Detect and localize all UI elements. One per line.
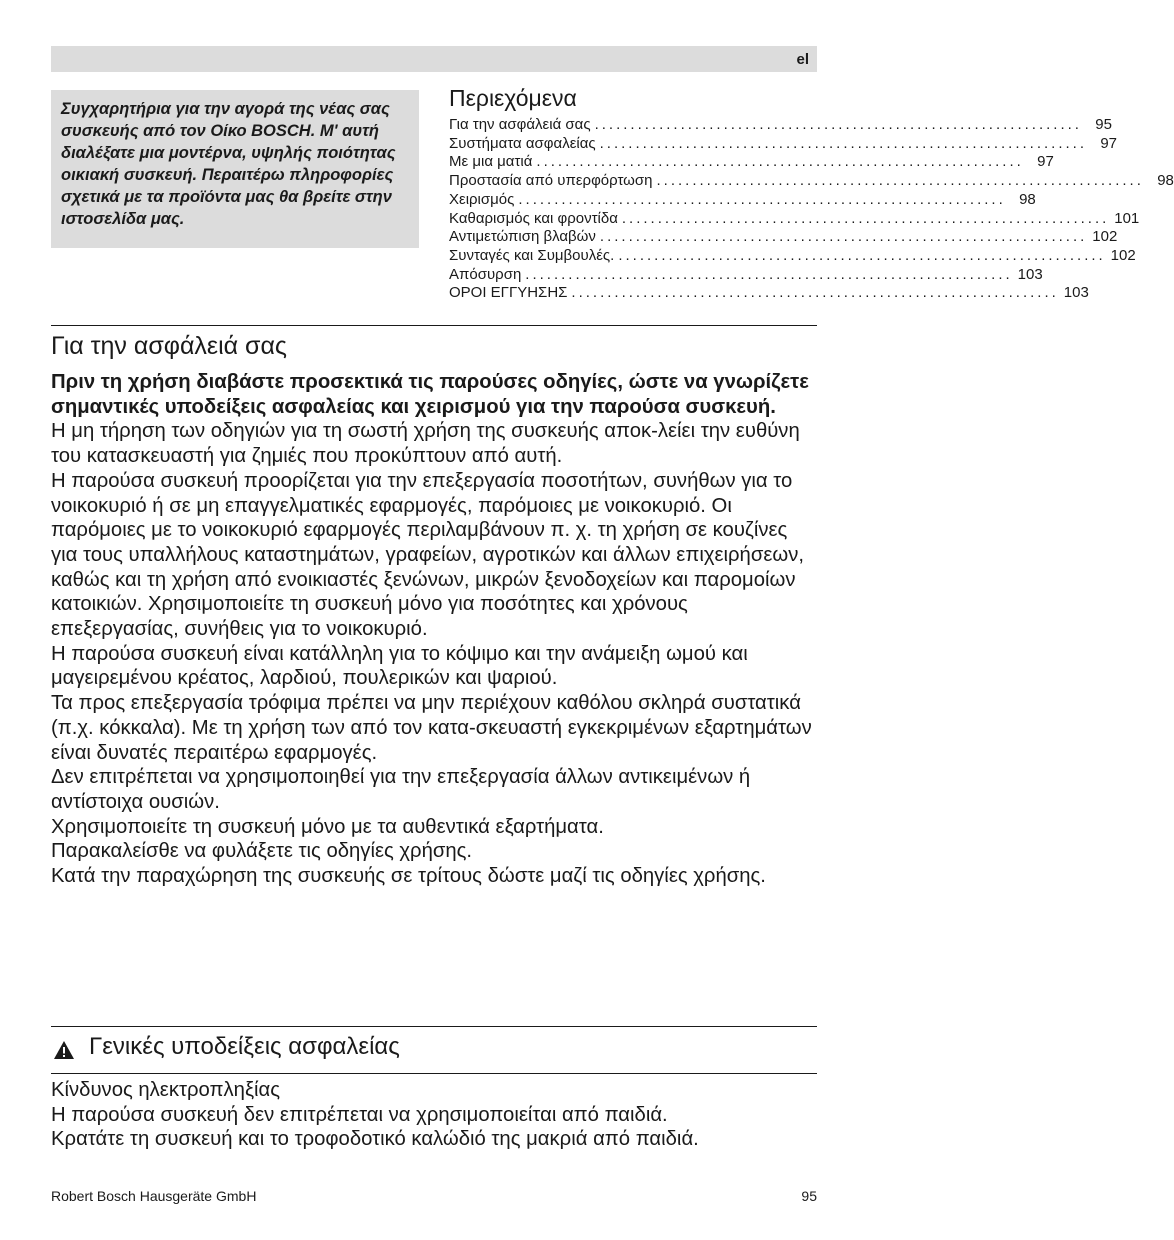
safety-section bbox=[51, 330, 817, 889]
toc-item[interactable] bbox=[449, 190, 1036, 210]
toc-leader-dots: .................................................................... bbox=[656, 172, 1144, 190]
footer-page-number: 95 bbox=[801, 1188, 817, 1204]
toc-item-page: 97 bbox=[1100, 134, 1118, 152]
general-safety-title: Γενικές υποδείξεις ασφαλείας bbox=[89, 1033, 400, 1060]
section-divider bbox=[51, 1026, 817, 1027]
language-bar bbox=[51, 46, 817, 72]
toc-item-label: Απόσυρση bbox=[449, 265, 522, 283]
toc-item-page: 101 bbox=[1114, 209, 1140, 227]
paragraph: Παρακαλείσθε να φυλάξετε τις οδηγίες χρήσης. bbox=[51, 840, 473, 863]
toc-item-label: Καθαρισμός και φροντίδα bbox=[449, 209, 618, 227]
toc-leader-dots: .................................................................... bbox=[536, 153, 1024, 171]
paragraph: Κρατάτε τη συσκευή και το τροφοδοτικό καλώδιό της μακριά από παιδιά. bbox=[51, 1128, 699, 1151]
toc-item[interactable] bbox=[449, 228, 1118, 247]
toc-item[interactable] bbox=[449, 246, 1136, 266]
toc-item-page: 102 bbox=[1110, 246, 1136, 264]
toc-leader-dots: .................................................................... bbox=[618, 246, 1106, 264]
paragraph: Δεν επιτρέπεται να χρησιμοποιηθεί για την επεξεργασία άλλων αντικειμένων ή αντίστοιχα ουσιών. bbox=[51, 766, 751, 813]
toc-item-label: Αντιμετώπιση βλαβών bbox=[449, 228, 596, 246]
toc-leader-dots: .................................................................... bbox=[599, 228, 1088, 246]
paragraph: Η παρούσα συσκευή προορίζεται για την επεξεργασία ποσοτήτων, συνήθων για το νοικοκυριό ή σε μη επαγγελματικές εφαρμογές, παρόμοιες με νοικοκυριό. Οι παρόμοιες με το νοικοκυριό εφαρμογές περιλαμβάνουν π. χ. τη χρήση σε κουζίνες για τους υπαλλήλους καταστημάτων, γραφείων, αγροτικών και άλλων επιχειρήσεων, καθώς και τη χρήση από ενοικιαστές ξενώνων, μικρών ξενοδοχείων και παρομοίων κατοικιών. Χρησιμοποιείτε τη συσκευή μόνο για ποσότητες και χρόνους επεξεργασίας, συνήθεις για το νοικοκυριό. bbox=[51, 469, 805, 641]
toc-leader-dots: .................................................................... bbox=[599, 134, 1088, 152]
toc-title: Περιεχόμενα bbox=[449, 85, 577, 111]
toc-item-page: 95 bbox=[1095, 116, 1112, 133]
section-title: Για την ασφάλειά σας bbox=[51, 332, 287, 360]
subsection-divider bbox=[51, 1073, 817, 1074]
toc-item[interactable] bbox=[449, 172, 1174, 191]
warning-triangle-icon bbox=[53, 1037, 75, 1057]
toc-item-page: 98 bbox=[1157, 172, 1174, 190]
paragraph: Χρησιμοποιείτε τη συσκευή μόνο με τα αυθεντικά εξαρτήματα. bbox=[51, 815, 604, 838]
toc-leader-dots: .................................................................... bbox=[621, 209, 1110, 227]
toc-item-label: ΟΡΟΙ ΕΓΓΥΗΣΗΣ bbox=[449, 284, 568, 302]
general-safety-heading bbox=[51, 1031, 817, 1063]
toc-item-page: 102 bbox=[1092, 228, 1118, 246]
toc-item[interactable] bbox=[449, 284, 1089, 303]
toc-item-label: Με μια ματιά bbox=[449, 153, 533, 171]
subsection-title: Κίνδυνος ηλεκτροπληξίας bbox=[51, 1079, 281, 1101]
toc-item-page: 103 bbox=[1017, 265, 1043, 283]
toc-list bbox=[449, 116, 1174, 303]
toc-leader-dots: .................................................................... bbox=[571, 284, 1059, 302]
paragraph: Η παρούσα συσκευή δεν επιτρέπεται να χρησιμοποιείται από παιδιά. bbox=[51, 1103, 668, 1126]
paragraph: Τα προς επεξεργασία τρόφιμα πρέπει να μην περιέχουν καθόλου σκληρά συστατικά (π.χ. κόκκαλα). Με τη χρήση των από τον κατα-σκευαστή εγκεκριμένων εξαρτημάτων είναι δυνατές περαιτέρω εφαρμογές. bbox=[51, 692, 812, 764]
section-divider bbox=[51, 325, 817, 326]
toc-leader-dots: .................................................................... bbox=[525, 265, 1013, 283]
toc-item[interactable] bbox=[449, 134, 1118, 154]
safety-lead: Πριν τη χρήση διαβάστε προσεκτικά τις παρούσες οδηγίες, ώστε να γνωρίζετε σημαντικές υποδείξεις ασφαλείας και χειρισμού για την παρούσα συσκευή. bbox=[51, 371, 809, 418]
general-safety-section bbox=[51, 1031, 817, 1152]
intro-text: Συγχαρητήρια για την αγορά της νέας σας συσκευής από τον Οίκο BOSCH. Μ' αυτή διαλέξατε μια μοντέρνα, υψηλής ποιότητας οικιακή συσκευή. Περαιτέρω πληροφορίες σχετικά με τα προϊόντα μας θα βρείτε στην ιστοσελίδα μας. bbox=[61, 100, 396, 228]
table-of-contents bbox=[449, 84, 1174, 303]
intro-box bbox=[51, 90, 419, 248]
paragraph: Κατά την παραχώρηση της συσκευής σε τρίτους δώστε μαζί τις οδηγίες χρήσης. bbox=[51, 865, 766, 888]
toc-item-label: Προστασία από υπερφόρτωση bbox=[449, 172, 653, 190]
toc-item[interactable] bbox=[449, 116, 1112, 135]
toc-leader-dots: .................................................................... bbox=[518, 190, 1006, 208]
toc-item-label: Συνταγές και Συμβουλές. bbox=[449, 246, 615, 264]
toc-item-label: Για την ασφάλειά σας bbox=[449, 116, 591, 133]
language-code: el bbox=[796, 51, 809, 68]
toc-item-label: Συστήματα ασφαλείας bbox=[449, 134, 596, 152]
page-footer bbox=[51, 1188, 817, 1204]
toc-item-label: Χειρισμός bbox=[449, 190, 515, 208]
toc-item[interactable] bbox=[449, 209, 1140, 229]
toc-item-page: 98 bbox=[1019, 190, 1036, 208]
paragraph: Η παρούσα συσκευή είναι κατάλληλη για το κόψιμο και την ανάμειξη ωμού και μαγειρεμένου κρέατος, λαρδιού, πουλερικών και ψαριού. bbox=[51, 642, 748, 690]
toc-item-page: 97 bbox=[1037, 153, 1054, 171]
toc-item-page: 103 bbox=[1063, 284, 1089, 302]
paragraph: Η μη τήρηση των οδηγιών για τη σωστή χρήση της συσκευής αποκ-λείει την ευθύνη του κατασκευαστή για ζημιές που προκύπτουν από αυτή. bbox=[51, 420, 800, 468]
toc-item[interactable] bbox=[449, 265, 1043, 285]
toc-leader-dots: .................................................................... bbox=[594, 116, 1082, 133]
toc-item[interactable] bbox=[449, 153, 1054, 172]
footer-company: Robert Bosch Hausgeräte GmbH bbox=[51, 1188, 257, 1204]
